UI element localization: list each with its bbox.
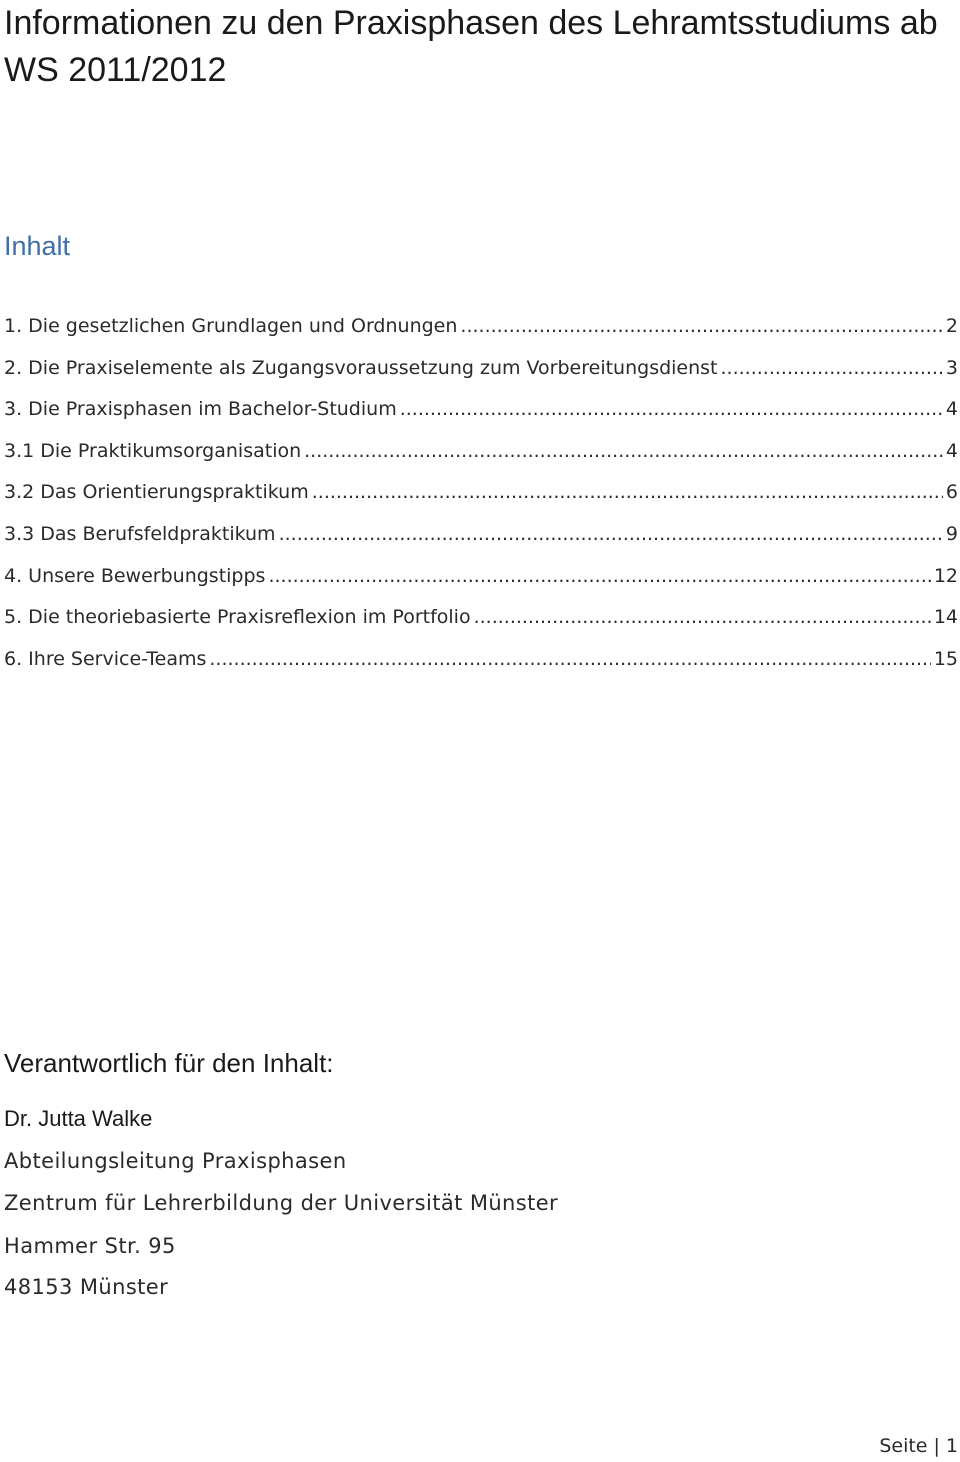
toc-item-label: 1. Die gesetzlichen Grundlagen und Ordnungen	[4, 315, 458, 337]
toc-item-page: 4	[945, 439, 958, 462]
document-title: Informationen zu den Praxisphasen des Lehramtsstudiums ab WS 2011/2012	[4, 4, 938, 89]
toc-item-label: 5. Die theoriebasierte Praxisreflexion im Portfolio	[4, 606, 471, 629]
footer-separator: |	[933, 1435, 940, 1457]
responsible-street: Hammer Str. 95	[4, 1234, 176, 1258]
toc-leader-dots	[460, 315, 942, 337]
toc-leader-dots	[474, 606, 931, 628]
toc-leader-dots	[304, 440, 943, 462]
page-label: Seite	[879, 1435, 928, 1457]
responsible-heading: Verantwortlich für den Inhalt:	[4, 1048, 334, 1078]
responsible-city: 48153 Münster	[4, 1275, 169, 1299]
toc-item-page: 3	[945, 356, 958, 379]
toc-item-label: 3.1 Die Praktikumsorganisation	[4, 439, 302, 462]
toc-leader-dots	[209, 648, 930, 670]
page-number: 1	[945, 1435, 958, 1457]
table-of-contents	[4, 315, 958, 689]
toc-item-5[interactable]	[4, 606, 958, 648]
toc-item-3[interactable]	[4, 398, 958, 440]
toc-item-label: 3. Die Praxisphasen im Bachelor-Studium	[4, 398, 397, 421]
toc-item-3-1[interactable]	[4, 440, 958, 482]
toc-leader-dots	[400, 398, 943, 420]
toc-item-6[interactable]	[4, 648, 958, 690]
responsible-institution: Zentrum für Lehrerbildung der Universität Münster	[4, 1191, 559, 1215]
toc-item-label: 6. Ihre Service-Teams	[4, 647, 207, 670]
toc-item-page: 15	[933, 647, 958, 670]
toc-item-label: 4. Unsere Bewerbungstipps	[4, 564, 266, 587]
toc-item-label: 3.3 Das Berufsfeldpraktikum	[4, 522, 276, 545]
toc-item-3-2[interactable]	[4, 481, 958, 523]
toc-leader-dots	[268, 565, 930, 587]
toc-item-label: 2. Die Praxiselemente als Zugangsvoraussetzung zum Vorbereitungsdienst	[4, 356, 718, 379]
toc-item-2[interactable]	[4, 357, 958, 399]
toc-item-page: 2	[945, 315, 958, 337]
toc-item-page: 12	[933, 564, 958, 587]
toc-item-page: 6	[945, 481, 958, 504]
toc-leader-dots	[279, 523, 943, 545]
toc-leader-dots	[312, 481, 943, 503]
toc-item-3-3[interactable]	[4, 523, 958, 565]
toc-leader-dots	[721, 357, 943, 379]
toc-heading: Inhalt	[4, 231, 71, 261]
toc-item-1[interactable]	[4, 315, 958, 357]
toc-item-page: 4	[945, 398, 958, 421]
toc-item-page: 14	[933, 606, 958, 629]
toc-item-4[interactable]	[4, 565, 958, 607]
responsible-name: Dr. Jutta Walke	[4, 1106, 153, 1131]
toc-item-page: 9	[945, 522, 958, 545]
toc-item-label: 3.2 Das Orientierungspraktikum	[4, 481, 309, 504]
responsible-role: Abteilungsleitung Praxisphasen	[4, 1149, 347, 1173]
page-footer	[879, 1432, 958, 1460]
